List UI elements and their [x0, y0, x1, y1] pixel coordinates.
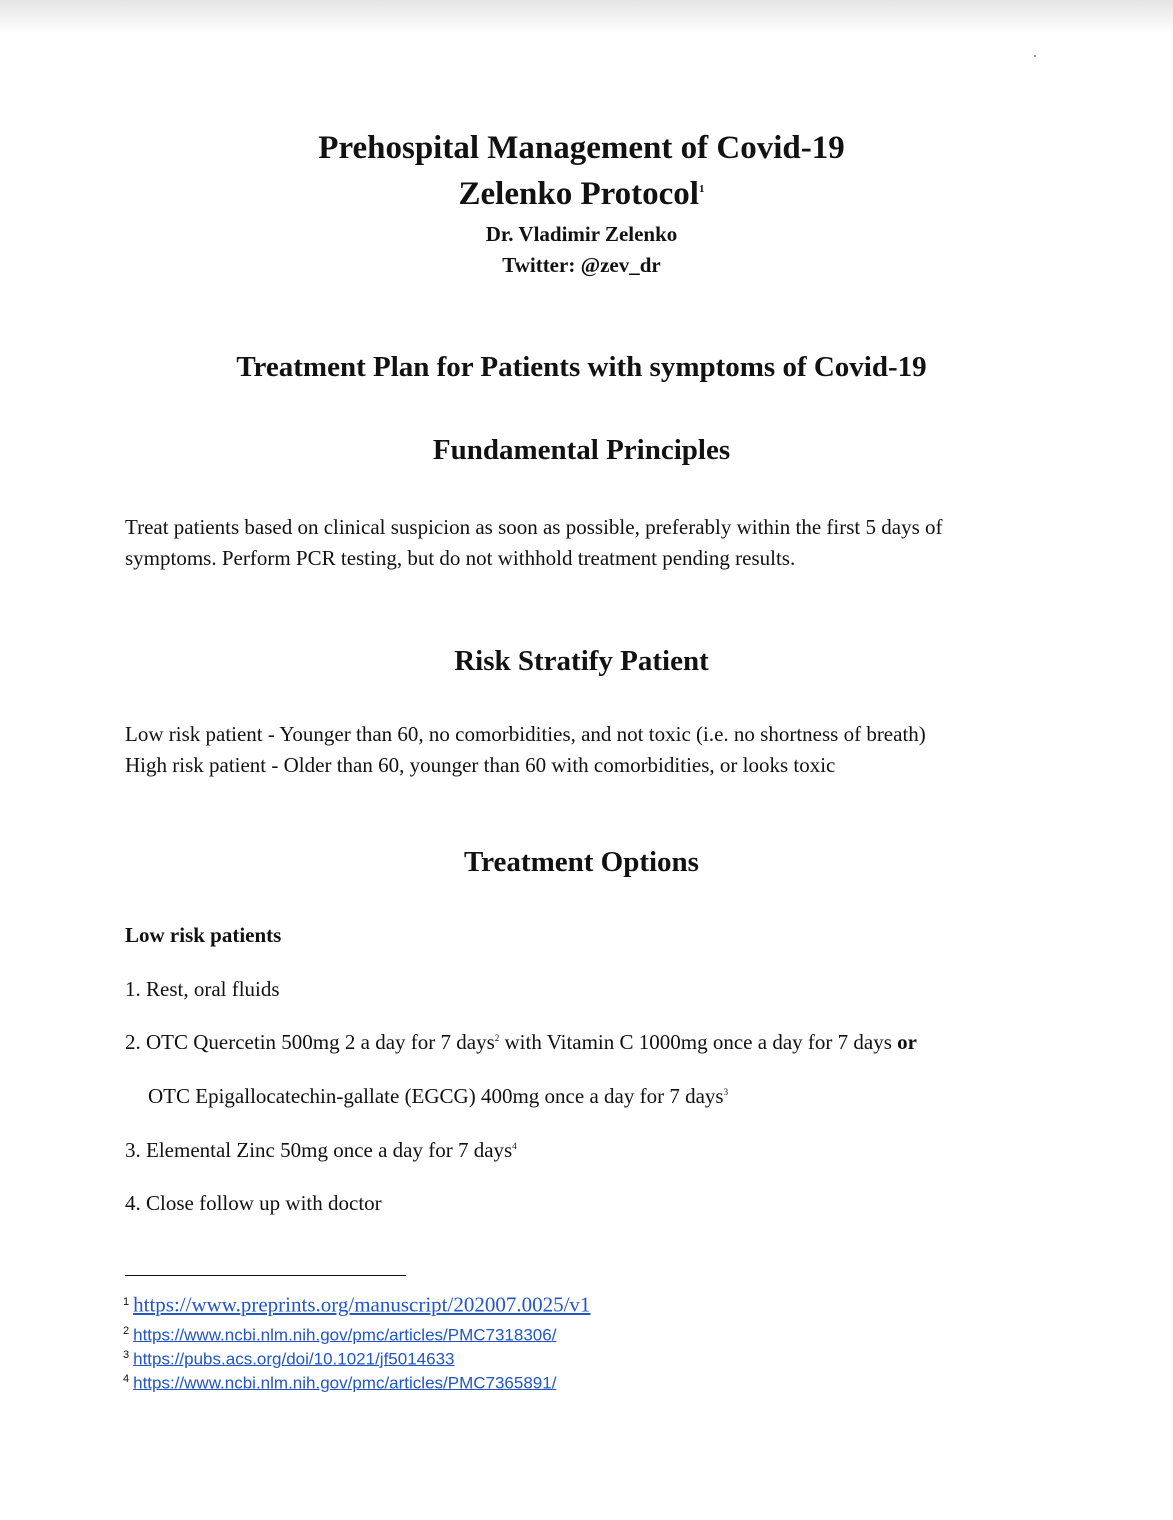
footnote-ref-3[interactable]: 3 — [723, 1087, 729, 1097]
options-subheading: Low risk patients — [125, 923, 282, 947]
option-item-2-text-a: 2. OTC Quercetin 500mg 2 a day for 7 days — [125, 1030, 495, 1054]
footnote-4 — [123, 1368, 556, 1395]
author: Dr. Vladimir Zelenko — [485, 222, 678, 246]
footnote-number: 2 — [123, 1325, 130, 1337]
risk-high: High risk patient - Older than 60, younger than 60 with comorbidities, or looks toxic — [125, 753, 836, 777]
footnote-link[interactable]: https://www.ncbi.nlm.nih.gov/pmc/articles/PMC7318306/ — [133, 1325, 557, 1345]
fundamental-heading: Fundamental Principles — [432, 434, 731, 466]
risk-low: Low risk patient - Younger than 60, no comorbidities, and not toxic (i.e. no shortness of breath) — [125, 722, 926, 746]
twitter-handle: Twitter: @zev_dr — [502, 253, 661, 277]
option-item-2-alt-text: OTC Epigallocatechin-gallate (EGCG) 400mg once a day for 7 days — [148, 1084, 724, 1108]
option-item-3-text: 3. Elemental Zinc 50mg once a day for 7 days — [125, 1138, 513, 1162]
footnote-1 — [123, 1291, 590, 1318]
page-speck — [1034, 55, 1036, 57]
option-item-1: 1. Rest, oral fluids — [125, 977, 280, 1001]
title-line2 — [0, 174, 1163, 214]
treatment-plan-heading: Treatment Plan for Patients with symptoms of Covid-19 — [236, 351, 927, 383]
option-item-2-text-b: with Vitamin C 1000mg once a day for 7 days — [499, 1030, 898, 1054]
footnote-ref-2[interactable]: 2 — [494, 1033, 500, 1043]
top-shade — [0, 0, 1173, 34]
footnote-number: 3 — [123, 1349, 130, 1361]
fundamental-text-line1: Treat patients based on clinical suspicion as soon as possible, preferably within the first 5 days of — [125, 515, 943, 539]
title-line1: Prehospital Management of Covid-19 — [318, 130, 845, 166]
footnote-link[interactable]: https://pubs.acs.org/doi/10.1021/jf5014633 — [133, 1349, 455, 1369]
option-item-2 — [125, 1027, 1055, 1058]
options-heading: Treatment Options — [464, 846, 699, 878]
title-footnote-ref[interactable]: 1 — [698, 183, 705, 195]
option-item-2-alt — [148, 1081, 1078, 1112]
footnote-number: 4 — [123, 1373, 130, 1385]
option-item-3 — [125, 1135, 1055, 1166]
risk-heading: Risk Stratify Patient — [454, 645, 709, 677]
footnote-link[interactable]: https://www.ncbi.nlm.nih.gov/pmc/articles/PMC7365891/ — [133, 1373, 557, 1393]
fundamental-text-line2: symptoms. Perform PCR testing, but do not withhold treatment pending results. — [125, 546, 796, 570]
option-item-2-or: or — [897, 1030, 917, 1054]
footnote-ref-4[interactable]: 4 — [512, 1141, 517, 1151]
footnote-divider — [125, 1275, 406, 1276]
footnote-link[interactable]: https://www.preprints.org/manuscript/202007.0025/v1 — [133, 1292, 591, 1317]
footnote-number: 1 — [123, 1296, 130, 1308]
title-line2-text: Zelenko Protocol — [458, 176, 699, 212]
option-item-4: 4. Close follow up with doctor — [125, 1191, 382, 1215]
